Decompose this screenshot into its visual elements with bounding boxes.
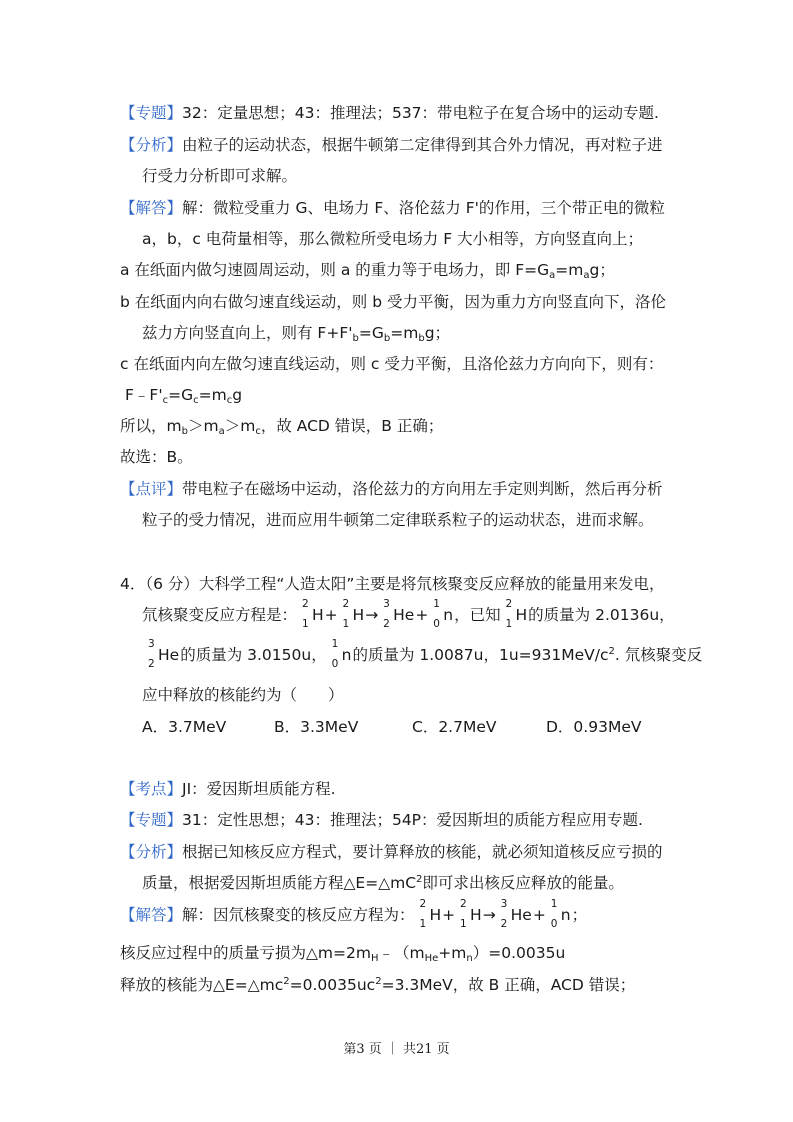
answer-line-2: a，b，c 电荷量相等，那么微粒所受电场力 F 大小相等，方向竖直向上；	[142, 230, 644, 248]
c-formula: $F﹣F'_c=G_c=m_cg$	[125, 386, 243, 406]
comment-line-2: 粒子的受力情况，进而应用牛顿第二定律联系粒子的运动状态，进而求解。	[142, 511, 654, 529]
nuclide-n1: 1 0 n	[331, 638, 352, 670]
q4-option-a: A．3.7MeV	[142, 718, 227, 736]
topic-line-2: 【专题】31：定性思想；43：推理法；54P：爱因斯坦的质能方程应用专题.	[120, 811, 643, 829]
release-line: 释放的核能为$\triangle E=\triangle mc^2=0.0035uc^2=3.3MeV$，故 B 正确，ACD 错误；	[120, 976, 636, 994]
point-line: 【考点】JI：爱因斯坦质能方程.	[120, 780, 336, 798]
answer-tag: 【解答】	[120, 906, 183, 924]
c-statement-1: c 在纸面内向左做匀速直线运动，则 c 受力平衡，且洛伦兹力方向向下，则有：	[120, 355, 664, 373]
b-statement-1: b 在纸面内向右做匀速直线运动，则 b 受力平衡，因为重力方向竖直向下，洛伦	[120, 293, 666, 311]
q4-stem-2: 氘核聚变反应方程是： 2 1 H+ 2 1 H→ 3 2 He+ 1 0 n，已知 2 1 H的质量为 2.0136u，	[142, 598, 675, 630]
nuclide-he3: 3 2 He	[500, 898, 532, 930]
q4-stem-3: 3 2 He的质量为 3.0150u， 1 0 n的质量为 1.0087u，$1u=931MeV/c^2$. 氘核聚变反	[148, 638, 703, 670]
topic-tag: 【专题】	[120, 104, 183, 122]
analysis-line-4: 质量，根据爱因斯坦质能方程$\triangle E=\triangle mC^2$即可求出核反应释放的能量。	[142, 874, 624, 892]
q4-stem-4: 应中释放的核能约为（ ）	[142, 686, 344, 704]
topic-tag: 【专题】	[120, 811, 183, 829]
comment-tag: 【点评】	[120, 480, 183, 498]
nuclide-h2: 2 1 H	[460, 898, 482, 930]
nuclide-he3: 3 2 He	[148, 638, 180, 670]
topic-text: 32：定量思想；43：推理法；537：带电粒子在复合场中的运动专题.	[182, 104, 659, 122]
so-line: 所以，$m_b>m_a>m_c$，故 ACD 错误，B 正确；	[120, 417, 444, 437]
analysis-tag: 【分析】	[120, 136, 183, 154]
comment-line-1: 【点评】带电粒子在磁场中运动，洛伦兹力的方向用左手定则判断，然后再分析	[120, 480, 663, 498]
nuclide-he3: 3 2 He	[383, 598, 415, 630]
nuclide-n1: 1 0 n	[550, 898, 571, 930]
analysis-line-1	[120, 135, 663, 155]
q4-option-c: C．2.7MeV	[412, 718, 497, 736]
nuclide-h2: 2 1 H	[419, 898, 442, 930]
nuclide-n1: 1 0 n	[433, 598, 454, 630]
q4-stem-1: 4．（6 分）大科学工程“人造太阳”主要是将氘核聚变反应释放的能量用来发电，	[120, 575, 665, 593]
answer-tag: 【解答】	[120, 199, 183, 217]
point-tag: 【考点】	[120, 780, 183, 798]
mass-loss-line: 核反应过程中的质量亏损为$\triangle m=2m_H﹣(m_{He}+m_n)=0.0035u$	[120, 944, 566, 964]
q4-option-d: D．0.93MeV	[546, 718, 642, 736]
analysis-tag: 【分析】	[120, 843, 183, 861]
nuclide-h2: 2 1 H	[505, 598, 528, 630]
answer-line-1	[120, 198, 665, 218]
answer-line-3: 【解答】解：因氘核聚变的核反应方程为： 2 1 H+ 2 1 H→ 3 2 He+ 1 0 n；	[120, 898, 588, 930]
choose-line: 故选：B。	[120, 448, 193, 466]
q4-option-b: B．3.3MeV	[274, 718, 359, 736]
topic-line	[120, 103, 659, 123]
page-footer: 第3 页 ｜ 共21 页	[343, 1042, 450, 1057]
analysis-text: 由粒子的运动状态，根据牛顿第二定律得到其合外力情况，再对粒子进	[182, 136, 663, 154]
b-statement-2: 兹力方向竖直向上，则有 $F+F'_b=G_b=m_bg$；	[142, 324, 451, 344]
analysis-line-2: 行受力分析即可求解。	[142, 167, 298, 185]
analysis-line-3: 【分析】根据已知核反应方程式，要计算释放的核能，就必须知道核反应亏损的	[120, 843, 663, 861]
nuclide-h2: 2 1 H	[301, 598, 324, 630]
nuclide-h2: 2 1 H	[342, 598, 365, 630]
answer-text: 解：微粒受重力 G、电场力 F、洛伦兹力 F'的作用，三个带正电的微粒	[182, 199, 665, 217]
a-statement: a 在纸面内做匀速圆周运动，则 a 的重力等于电场力，即 $F=G_a=m_ag$；	[120, 261, 615, 281]
